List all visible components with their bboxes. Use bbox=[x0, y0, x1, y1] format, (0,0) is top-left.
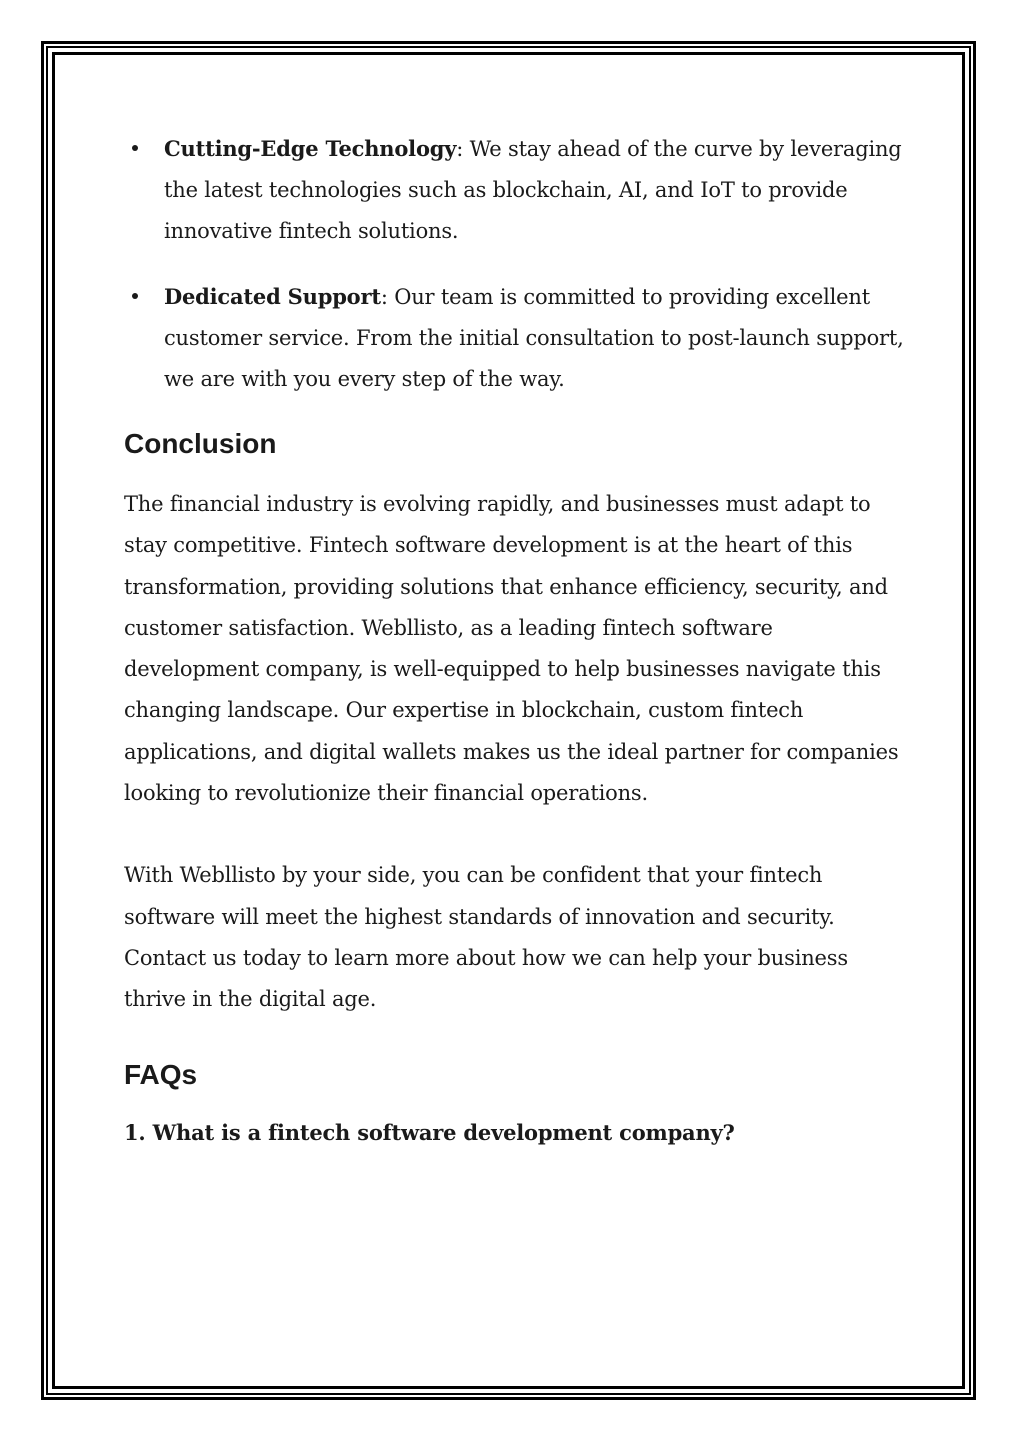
page-content bbox=[124, 128, 904, 1149]
faq-question: 1. What is a fintech software development company? bbox=[124, 1119, 735, 1145]
list-item bbox=[124, 276, 904, 400]
list-item-title: Dedicated Support bbox=[164, 284, 381, 309]
bullet-icon bbox=[132, 293, 138, 299]
list-item-text: : We stay ahead of the curve by leveraging the latest technologies such as blockchain, AI, and IoT to provide innovative fintech solutions. bbox=[164, 137, 902, 243]
conclusion-paragraph: The financial industry is evolving rapidly, and businesses must adapt to stay competitive. Fintech software development is at the heart of this transformation, providing solutions that enhance efficiency, security, and customer satisfaction. Webllisto, as a leading fintech software development company, is well-equipped to help businesses navigate this changing landscape. Our expertise in blockchain, custom fintech applications, and digital wallets makes us the ideal partner for companies looking to revolutionize their financial operations. bbox=[124, 492, 899, 806]
list-item-text: : Our team is committed to providing excellent customer service. From the initial consultation to post-launch support, we are with you every step of the way. bbox=[164, 285, 904, 391]
conclusion-paragraph: With Webllisto by your side, you can be confident that your fintech software will meet the highest standards of innovation and security. Contact us today to learn more about how we can help your business thrive in the digital age. bbox=[124, 863, 848, 1012]
list-item bbox=[124, 128, 904, 252]
feature-list bbox=[124, 128, 904, 400]
list-item-title: Cutting-Edge Technology bbox=[164, 136, 457, 161]
faqs-heading: FAQs bbox=[124, 1058, 198, 1090]
bullet-icon bbox=[132, 145, 138, 151]
conclusion-heading: Conclusion bbox=[124, 428, 277, 459]
